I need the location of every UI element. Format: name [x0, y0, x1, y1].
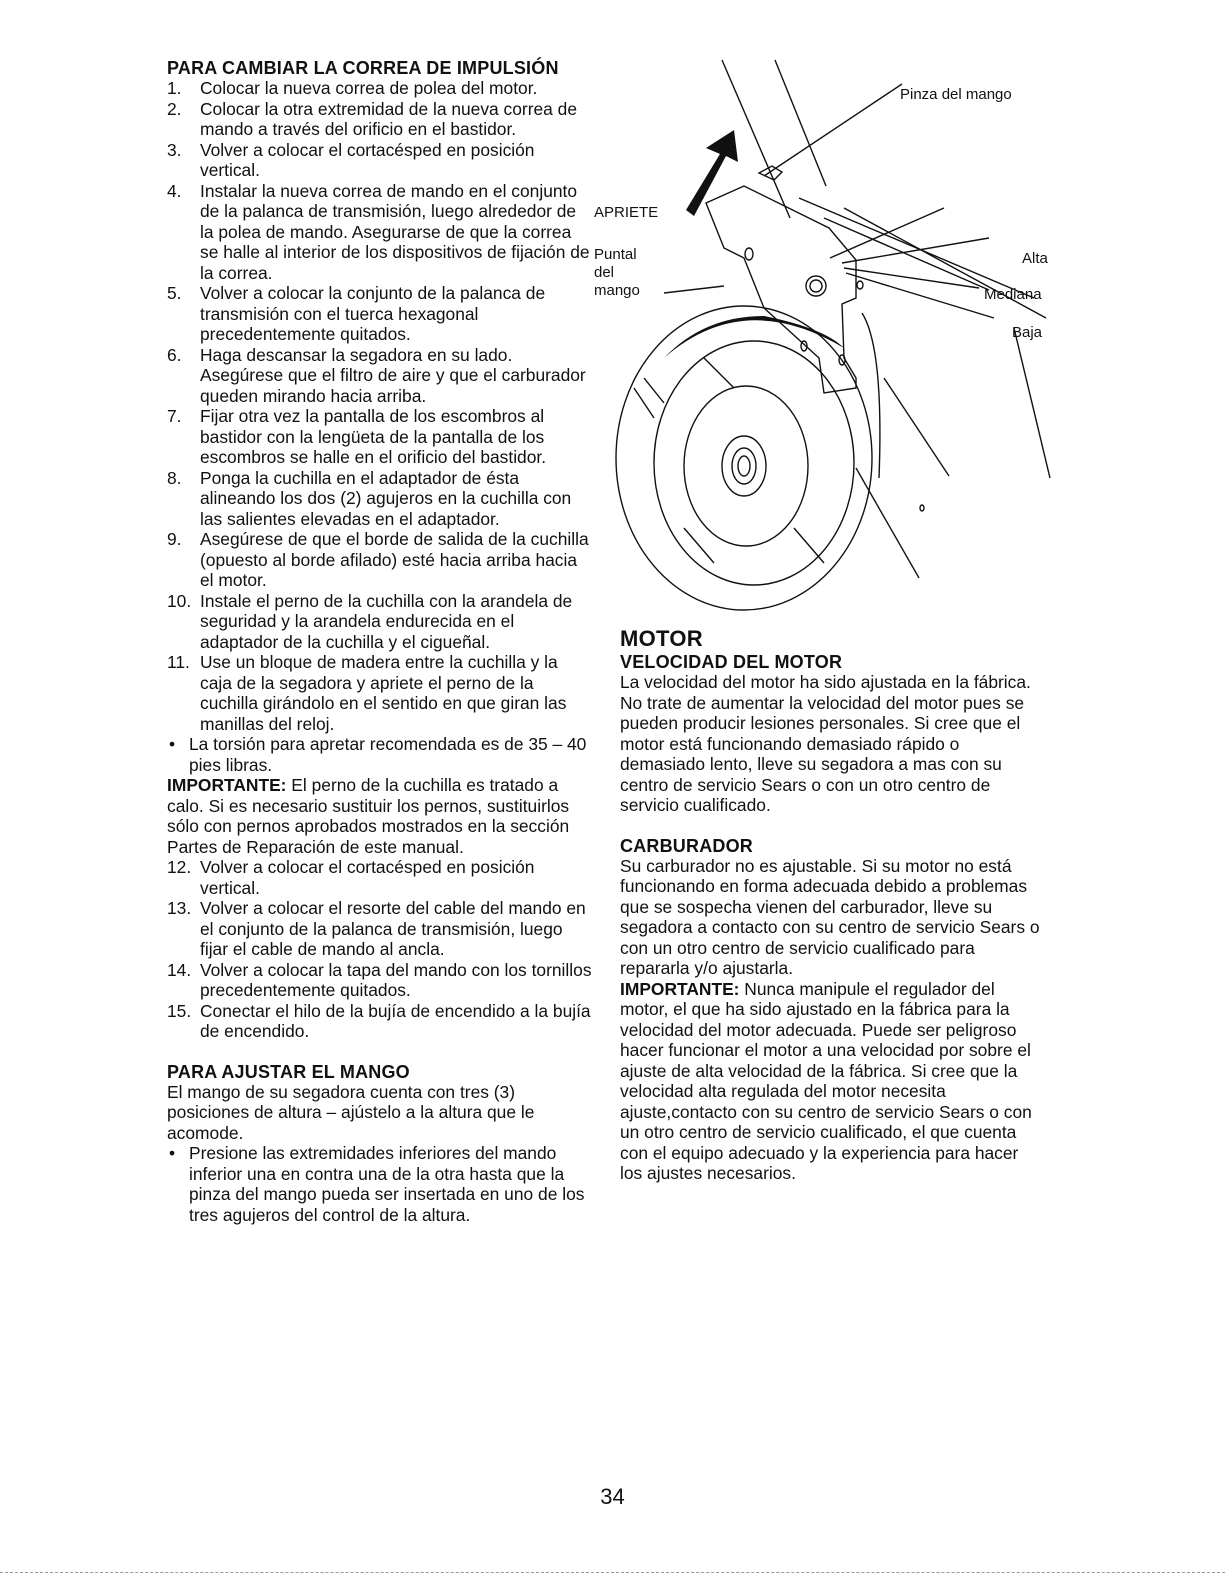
step-number: 9.	[167, 529, 182, 549]
label-alta: Alta	[1022, 250, 1048, 267]
step-item	[167, 406, 592, 468]
step-text: Instalar la nueva correa de mando en el conjunto de la palanca de transmisión, luego alrededor de la polea de mando. Asegurarse de que la correa se halle al interior de los dispositivos de fijación de la correa.	[200, 180, 590, 283]
handle-heading: PARA AJUSTAR EL MANGO	[167, 1061, 410, 1082]
motor-heading: MOTOR	[620, 626, 703, 651]
step-text: Use un bloque de madera entre la cuchilla y la caja de la segadora y apriete el perno de la cuchilla girándolo en el sentido en que giran las manillas del reloj.	[200, 652, 567, 734]
label-pinza-del-mango: Pinza del mango	[900, 86, 1012, 103]
label-puntal: Puntal	[594, 246, 637, 263]
label-baja: Baja	[1012, 324, 1043, 341]
step-item	[167, 898, 592, 960]
label-mediana: Mediana	[984, 286, 1042, 303]
step-text: Fijar otra vez la pantalla de los escombros al bastidor con la lengüeta de la pantalla de los escombros se halle en el orificio del bastidor.	[200, 406, 547, 467]
step-item	[167, 652, 592, 734]
carb-important-note	[620, 979, 1040, 1184]
bullet-icon: •	[169, 734, 176, 754]
carb-important-label: IMPORTANTE:	[620, 978, 740, 999]
step-item	[167, 1001, 592, 1042]
important-label: IMPORTANTE:	[167, 775, 287, 795]
step-item	[167, 529, 592, 591]
step-text: Colocar la nueva correa de polea del motor.	[200, 78, 538, 98]
right-column	[620, 626, 1040, 1184]
step-number: 4.	[167, 180, 182, 201]
important-text: El perno de la cuchilla es tratado a calo. Si es necesario sustituir los pernos, sustituirlos sólo con pernos aprobados mostrados en la sección Partes de Reparación de este manual.	[167, 775, 570, 857]
step-number: 13.	[167, 898, 192, 918]
step-text: Volver a colocar el resorte del cable del mando en el conjunto de la palanca de transmisión, luego fijar el cable de mando al ancla.	[200, 898, 586, 959]
step-number: 3.	[167, 139, 182, 160]
step-number: 11.	[167, 652, 190, 672]
step-item	[167, 345, 592, 407]
step-number: 15.	[167, 1000, 192, 1021]
mower-wheel-illustration	[594, 58, 1064, 618]
step-text: Haga descansar la segadora en su lado. Asegúrese que el filtro de aire y que el carburador queden mirando hacia arriba.	[200, 344, 586, 406]
step-text: Ponga la cuchilla en el adaptador de ésta alineando los dos (2) agujeros en la cuchilla con las salientes elevadas en el adaptador.	[200, 467, 572, 529]
label-mango: mango	[594, 282, 640, 299]
speed-text: La velocidad del motor ha sido ajustada en la fábrica. No trate de aumentar la velocidad del motor pues se pueden producir lesiones personales. Si cree que el motor está funcionando demasiado rápido o demasiado lento, lleve su segadora a mas con su centro de servicio Sears o con un otro centro de servicio cualificado.	[620, 672, 1031, 815]
label-apriete: APRIETE	[594, 204, 659, 221]
carb-important-text: Nunca manipule el regulador del motor, el que ha sido ajustado en la fábrica para la velocidad del motor adecuada. Puede ser peligroso hacer funcionar el motor a una velocidad por sobre el ajuste de alta velocidad de la fábrica. Si cree que la velocidad alta regulada del motor necesita ajuste,contacto con su centro de servicio Sears o con un otro centro de servicio cualificado, el que cuenta con el equipo adecuado y la experiencia para hacer los ajustes necesarios.	[620, 978, 1032, 1183]
bottom-divider	[0, 1572, 1225, 1573]
carb-heading: CARBURADOR	[620, 835, 753, 856]
step-text: Colocar la otra extremidad de la nueva correa de mando a través del orificio en el bastidor.	[200, 98, 578, 139]
step-item	[167, 140, 592, 181]
belt-heading: PARA CAMBIAR LA CORREA DE IMPULSIÓN	[167, 58, 559, 78]
bullet-icon: •	[169, 1143, 176, 1163]
handle-text: El mango de su segadora cuenta con tres (3) posiciones de altura – ajústelo a la altura que le acomode.	[167, 1081, 535, 1143]
step-number: 7.	[167, 406, 182, 426]
step-text: Volver a colocar el cortacésped en posición vertical.	[200, 139, 535, 180]
carb-text: Su carburador no es ajustable. Si su motor no está funcionando en forma adecuada debido a problemas que se sospecha vienen del carburador, lleve su segadora a contacto con su centro de servicio Sears o con un otro centro de servicio cualificado para repararla y/o ajustarla.	[620, 855, 1040, 978]
handle-bullet: • Presione las extremidades inferiores del mando inferior una en contra una de la otra hasta que la pinza del mango pueda ser insertada en uno de los tres agujeros del control de la altura.	[169, 1143, 585, 1225]
torque-list	[167, 734, 592, 775]
page-number: 34	[600, 1484, 625, 1509]
handle-list	[167, 1143, 592, 1225]
step-item	[167, 283, 592, 345]
step-number: 6.	[167, 344, 182, 365]
speed-heading: VELOCIDAD DEL MOTOR	[620, 652, 843, 672]
left-column	[167, 58, 592, 1225]
step-item	[167, 99, 592, 140]
step-item	[167, 468, 592, 530]
step-item	[167, 857, 592, 898]
step-text: Volver a colocar la conjunto de la palanca de transmisión con el tuerca hexagonal precedentemente quitados.	[200, 283, 546, 344]
step-number: 12.	[167, 857, 192, 877]
step-text: Asegúrese de que el borde de salida de la cuchilla (opuesto al borde afilado) esté hacia arriba hacia el motor.	[200, 529, 589, 590]
handle-height-figure	[594, 58, 1064, 618]
torque-bullet: • La torsión para apretar recomendada es de 35 – 40 pies libras.	[169, 734, 587, 775]
step-item	[167, 78, 592, 99]
step-number: 5.	[167, 283, 182, 303]
belt-steps-list	[167, 78, 592, 734]
step-item	[167, 181, 592, 284]
label-del: del	[594, 264, 615, 281]
step-text: Conectar el hilo de la bujía de encendido a la bujía de encendido.	[200, 1000, 591, 1041]
step-item	[167, 591, 592, 653]
step-number: 8.	[167, 467, 182, 488]
step-text: Volver a colocar el cortacésped en posición vertical.	[200, 857, 535, 898]
step-number: 14.	[167, 959, 192, 980]
step-item	[167, 960, 592, 1001]
step-text: Instale el perno de la cuchilla con la arandela de seguridad y la arandela endurecida en el adaptador de la cuchilla y el cigueñal.	[200, 590, 573, 652]
belt-steps-list-continued	[167, 857, 592, 1042]
step-number: 10.	[167, 590, 192, 611]
step-number: 1.	[167, 78, 182, 98]
important-note	[167, 775, 592, 857]
step-text: Volver a colocar la tapa del mando con los tornillos precedentemente quitados.	[200, 959, 592, 1000]
step-number: 2.	[167, 98, 182, 119]
